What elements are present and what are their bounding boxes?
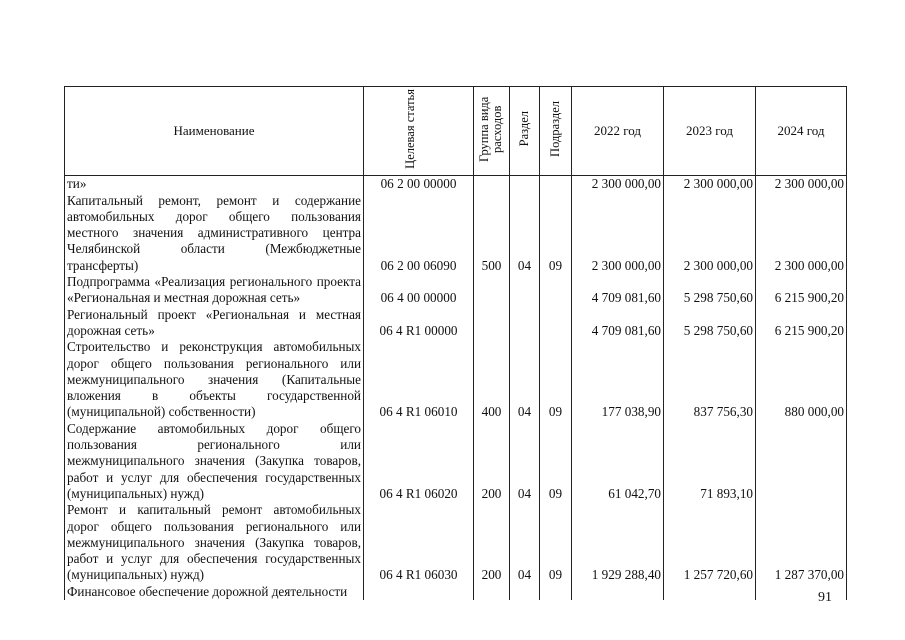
row-name: Региональный проект «Региональная и местная дорожная сеть» — [65, 307, 364, 340]
row-name: Подпрограмма «Реализация регионального проекта «Региональная и местная дорожная сеть» — [65, 274, 364, 307]
header-target-label: Целевая статья — [402, 89, 417, 169]
row-name: Строительство и реконструкция автомобильных дорог общего пользования регионального или межмуниципального значения (Капитальные вложения в объекты государственной (муниципальной) собственности) — [65, 339, 364, 420]
row-section — [510, 274, 540, 307]
table-row — [65, 307, 847, 340]
table-row — [65, 502, 847, 583]
header-target — [364, 87, 474, 176]
row-2023: 2 300 000,00 — [664, 176, 756, 193]
header-subsection — [540, 87, 572, 176]
table-body — [65, 176, 847, 600]
budget-table — [64, 86, 847, 600]
row-name: Ремонт и капитальный ремонт автомобильных дорог общего пользования регионального или межмуниципального значения (Закупка товаров, работ и услуг для обеспечения государственных (муниципальных) нужд) — [65, 502, 364, 583]
row-2022: 1 929 288,40 — [572, 502, 664, 583]
header-section-label: Раздел — [517, 111, 531, 147]
row-group: 500 — [474, 193, 510, 274]
header-2024: 2024 год — [756, 87, 847, 176]
row-2023: 2 300 000,00 — [664, 193, 756, 274]
table-row — [65, 274, 847, 307]
row-2023: 837 756,30 — [664, 339, 756, 420]
row-2024: 2 300 000,00 — [756, 193, 847, 274]
row-2024: 880 000,00 — [756, 339, 847, 420]
table-row — [65, 193, 847, 274]
row-name: Капитальный ремонт, ремонт и содержание автомобильных дорог общего пользования местного значения административного центра Челябинской области (Межбюджетные трансферты) — [65, 193, 364, 274]
header-subsection-label: Подраздел — [548, 101, 562, 157]
row-section: 04 — [510, 502, 540, 583]
header-section — [510, 87, 540, 176]
row-group: 200 — [474, 421, 510, 502]
row-subsection: 09 — [540, 193, 572, 274]
row-2024: 6 215 900,20 — [756, 307, 847, 340]
row-group: 400 — [474, 339, 510, 420]
row-2023: 5 298 750,60 — [664, 307, 756, 340]
row-2024: 6 215 900,20 — [756, 274, 847, 307]
row-target: 06 4 R1 06020 — [364, 421, 474, 502]
row-2022: 2 300 000,00 — [572, 193, 664, 274]
row-subsection — [540, 176, 572, 193]
row-2022: 2 300 000,00 — [572, 176, 664, 193]
header-name: Наименование — [65, 87, 364, 176]
row-name: ти» — [65, 176, 364, 193]
row-2023 — [664, 584, 756, 600]
row-subsection: 09 — [540, 502, 572, 583]
header-2022: 2022 год — [572, 87, 664, 176]
row-section — [510, 176, 540, 193]
header-group — [474, 87, 510, 176]
row-2024 — [756, 421, 847, 502]
row-2023: 5 298 750,60 — [664, 274, 756, 307]
table-row — [65, 339, 847, 420]
row-name: Содержание автомобильных дорог общего пользования регионального или межмуниципального значения (Закупка товаров, работ и услуг для обеспечения государственных (муниципальных) нужд) — [65, 421, 364, 502]
row-group — [474, 176, 510, 193]
row-subsection: 09 — [540, 339, 572, 420]
row-target — [364, 584, 474, 600]
row-2023: 1 257 720,60 — [664, 502, 756, 583]
table-row — [65, 584, 847, 600]
table-row — [65, 176, 847, 193]
row-2022: 61 042,70 — [572, 421, 664, 502]
row-subsection — [540, 584, 572, 600]
page-number: 91 — [818, 590, 832, 605]
row-section: 04 — [510, 339, 540, 420]
row-2023: 71 893,10 — [664, 421, 756, 502]
row-2022: 4 709 081,60 — [572, 307, 664, 340]
row-2022: 4 709 081,60 — [572, 274, 664, 307]
row-name: Финансовое обеспечение дорожной деятельности — [65, 584, 364, 600]
row-group — [474, 274, 510, 307]
row-target: 06 2 00 00000 — [364, 176, 474, 193]
row-target: 06 4 R1 00000 — [364, 307, 474, 340]
row-section — [510, 584, 540, 600]
row-subsection: 09 — [540, 421, 572, 502]
table-row — [65, 421, 847, 502]
row-2024 — [756, 584, 847, 600]
row-2024: 2 300 000,00 — [756, 176, 847, 193]
row-target: 06 4 R1 06010 — [364, 339, 474, 420]
header-2023: 2023 год — [664, 87, 756, 176]
row-section: 04 — [510, 421, 540, 502]
row-target: 06 4 R1 06030 — [364, 502, 474, 583]
row-subsection — [540, 307, 572, 340]
row-target: 06 4 00 00000 — [364, 274, 474, 307]
row-group: 200 — [474, 502, 510, 583]
table-header-row — [65, 87, 847, 176]
row-target: 06 2 00 06090 — [364, 193, 474, 274]
row-2022: 177 038,90 — [572, 339, 664, 420]
row-2022 — [572, 584, 664, 600]
row-2024: 1 287 370,00 — [756, 502, 847, 583]
row-section: 04 — [510, 193, 540, 274]
row-group — [474, 307, 510, 340]
row-group — [474, 584, 510, 600]
row-subsection — [540, 274, 572, 307]
header-group-label: Группа вида расходов — [476, 96, 504, 162]
row-section — [510, 307, 540, 340]
